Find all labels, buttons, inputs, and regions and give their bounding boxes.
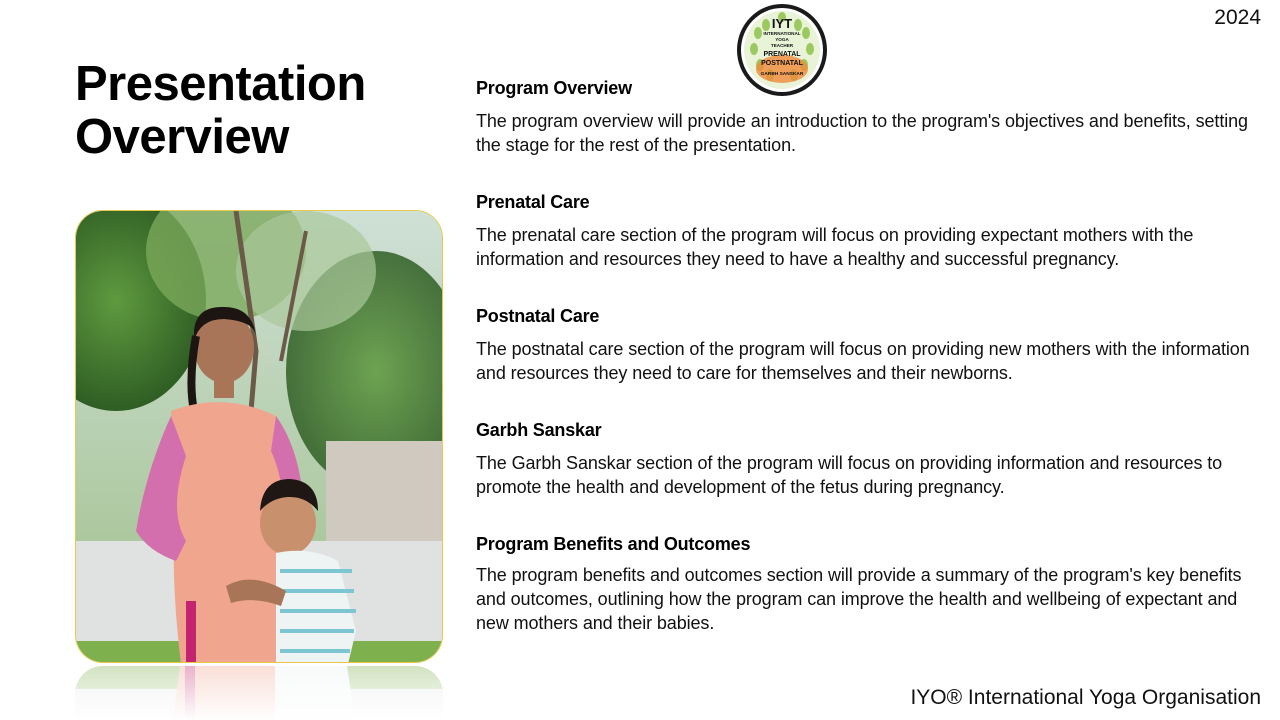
logo-text-5: PRENATAL: [763, 51, 801, 58]
title-line-2: Overview: [75, 110, 289, 164]
section-body: The postnatal care section of the program will focus on providing new mothers with the information and resources they need to care for themselves and their newborns.: [476, 339, 1250, 383]
year-label: 2024: [1214, 6, 1261, 29]
section-body: The program benefits and outcomes section will provide a summary of the program's key benefits and outcomes, outlining how the program can improve the health and wellbeing of expectant and new mothers and their babies.: [476, 565, 1242, 633]
section-program-overview: [476, 77, 1271, 157]
logo-text-6: POSTNATAL: [761, 60, 803, 67]
section-heading: Postnatal Care: [476, 306, 600, 326]
section-prenatal-care: [476, 191, 1271, 271]
footer-organisation: IYO® International Yoga Organisation: [910, 686, 1261, 709]
section-postnatal-care: [476, 305, 1271, 385]
section-garbh-sanskar: [476, 419, 1271, 499]
section-body: The prenatal care section of the program will focus on providing expectant mothers with the information and resources they need to have a healthy and successful pregnancy.: [476, 225, 1194, 269]
logo-text-1: IYT: [771, 16, 793, 31]
title-line-1: Presentation: [75, 57, 366, 111]
section-heading: Program Benefits and Outcomes: [476, 534, 751, 554]
section-program-benefits: [476, 533, 1271, 635]
section-heading: Prenatal Care: [476, 192, 590, 212]
section-heading: Program Overview: [476, 78, 632, 98]
section-body: The program overview will provide an introduction to the program's objectives and benefits, setting the stage for the rest of the presentation.: [476, 111, 1248, 155]
mother-child-photo: [75, 210, 443, 663]
logo-text-4: TEACHER: [770, 43, 794, 48]
logo-text-3: YOGA: [775, 37, 789, 42]
photo-reflection: [75, 666, 443, 720]
page-title: [75, 58, 366, 164]
logo-text-7: GARBH SANSKAR: [760, 72, 804, 77]
section-heading: Garbh Sanskar: [476, 420, 602, 440]
logo-text-2: INTERNATIONAL: [763, 31, 801, 36]
section-body: The Garbh Sanskar section of the program will focus on providing information and resources to promote the health and development of the fetus during pregnancy.: [476, 453, 1223, 497]
